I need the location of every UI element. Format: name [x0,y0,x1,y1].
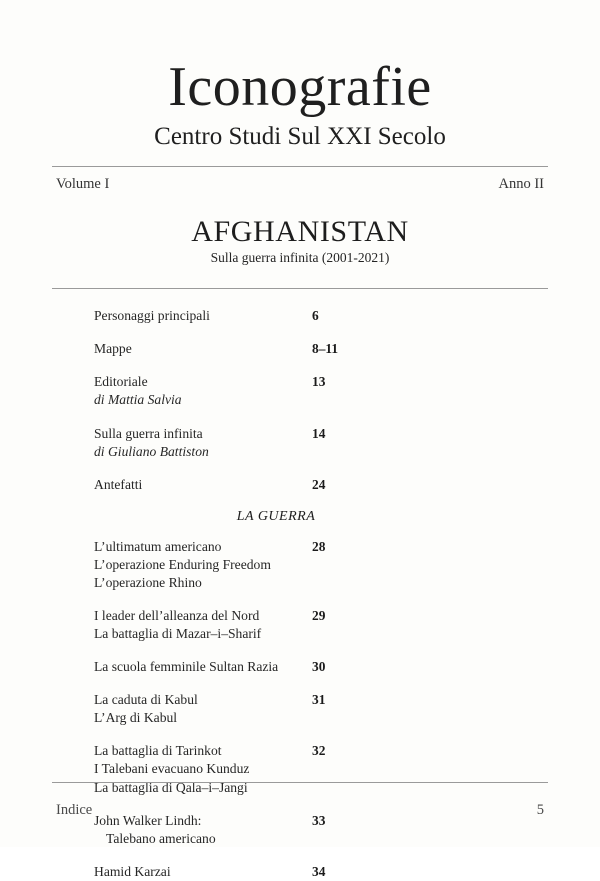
toc-entry-page: 33 [312,812,326,828]
toc-entry-titles [94,373,312,409]
page-footer [56,802,544,819]
toc-entry-title: John Walker Lindh: [94,812,202,828]
page-number: 5 [536,802,544,818]
toc-entry-title: Mappe [94,341,132,357]
toc-entry-title: L’Arg di Kabul [94,710,178,726]
toc-entry-title: La scuola femminile Sultan Razia [94,659,279,675]
toc-entry-title: La battaglia di Tarinkot [94,743,222,759]
toc-entry[interactable] [94,476,518,494]
issue-title: AFGHANISTAN [191,215,409,249]
toc-section-heading: LA GUERRA [236,508,316,524]
toc-entry-page: 8–11 [312,341,339,357]
footer-divider [52,782,548,783]
toc-entry-title: L’operazione Rhino [94,574,202,590]
toc-entry-titles [94,691,312,727]
issue-divider [52,288,548,289]
toc-entry-titles [94,425,312,461]
masthead-divider [52,166,548,167]
toc-entry-titles [94,742,312,796]
toc-entry[interactable] [94,307,518,325]
toc-entry-title: Personaggi principali [94,308,210,324]
toc-entry[interactable] [94,538,518,592]
toc-entry-title: Hamid Karzai [94,863,171,879]
journal-title: Iconografie [168,56,432,118]
toc-entry[interactable] [94,863,518,881]
toc-entry-title: I Talebani evacuano Kunduz [94,761,250,777]
toc-entry-titles [94,538,312,592]
toc-entry-title: I leader dell’alleanza del Nord [94,608,260,624]
toc-entry-page: 31 [312,692,326,708]
toc-entry[interactable] [94,607,518,643]
toc-entry-author: di Giuliano Battiston [94,443,209,459]
toc-entry-title: La battaglia di Qala–i–Jangi [94,779,248,795]
toc-entry-page: 30 [312,659,326,675]
toc-entry-page: 24 [312,476,326,492]
toc-entry-page: 29 [312,608,326,624]
toc-entry-title: L’operazione Enduring Freedom [94,556,271,572]
toc-entry-titles [94,307,312,325]
footer-section-label: Indice [56,802,93,818]
toc-entry-title: Sulla guerra infinita [94,425,203,441]
toc-entry[interactable] [94,425,518,461]
issue-block [52,215,548,266]
toc-entry[interactable] [94,340,518,358]
volume-row [52,176,548,193]
toc-entry-title: La battaglia di Mazar–i–Sharif [94,626,262,642]
toc-entry-page: 28 [312,538,326,554]
toc-entry-title: Editoriale [94,374,148,390]
toc-entry-author: di Mattia Salvia [94,392,182,408]
issue-subtitle: Sulla guerra infinita (2001-2021) [210,250,390,266]
toc-entry-page: 13 [312,374,326,390]
toc-entry-page: 6 [312,308,319,324]
toc-entry-title: L’ultimatum americano [94,538,222,554]
toc-entry-titles [94,658,312,676]
toc-entry-page: 34 [312,863,326,879]
year-label: Anno II [498,176,544,193]
masthead [52,58,548,152]
toc-entry-titles [94,340,312,358]
toc-entry-page: 14 [312,425,326,441]
toc-entry-title: La caduta di Kabul [94,692,198,708]
toc-entry[interactable] [94,691,518,727]
toc-entry[interactable] [94,742,518,796]
toc-entry-title: Antefatti [94,476,143,492]
toc-entry[interactable] [94,373,518,409]
table-of-contents [52,307,548,881]
journal-subtitle: Centro Studi Sul XXI Secolo [154,123,446,151]
toc-entry-page: 32 [312,743,326,759]
volume-label: Volume I [56,176,110,193]
toc-entry-titles [94,476,312,494]
toc-entry-titles [94,607,312,643]
toc-entry-title: Talebano americano [106,830,216,846]
toc-entry[interactable] [94,658,518,676]
toc-entry-titles [94,863,312,881]
